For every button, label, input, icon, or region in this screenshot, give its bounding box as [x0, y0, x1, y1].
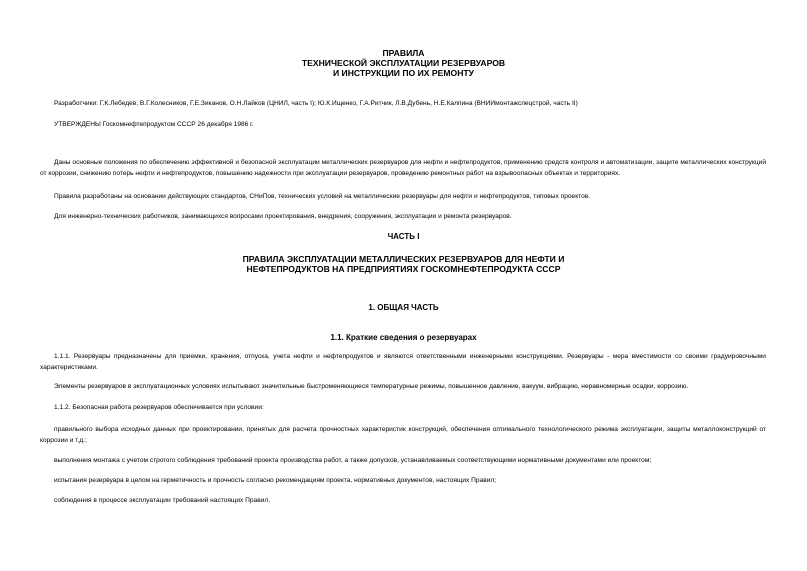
part-heading: ЧАСТЬ I [387, 232, 420, 241]
approved-line: УТВЕРЖДЕНЫ Госкомнефтепродуктом СССР 26 декабря 1986 г. [54, 121, 254, 128]
part-title-line-1: ПРАВИЛА ЭКСПЛУАТАЦИИ МЕТАЛЛИЧЕСКИХ РЕЗЕРВУАРОВ ДЛЯ НЕФТИ И [242, 254, 565, 264]
body-paragraph-5: выполнения монтажа с учетом строгого соблюдения требований проекта производства работ, а также допусков, устанавливаемых соответствующими нормативными документами или проектом; [54, 457, 652, 464]
subsection-heading: 1.1. Краткие сведения о резервуарах [330, 333, 477, 342]
document-title-line-1: ПРАВИЛА [382, 48, 425, 58]
section-heading: 1. ОБЩАЯ ЧАСТЬ [368, 303, 439, 312]
document-title-line-2: ТЕХНИЧЕСКОЙ ЭКСПЛУАТАЦИИ РЕЗЕРВУАРОВ [301, 58, 506, 68]
document-title-line-3: И ИНСТРУКЦИИ ПО ИХ РЕМОНТУ [332, 68, 475, 78]
developers-line: Разработчики: Г.К.Лебедев, В.Г.Колесников, Г.Е.Зиканов, О.Н.Лайков (ЦНИЛ, часть I); Ю.К.Ищенко, Г.А.Ритчик, Л.В.Дубень, Н.Е.Калпина (ВНИИмонтажспецстрой, часть II) [54, 100, 578, 107]
body-paragraph-7: соблюдения в процессе эксплуатации требований настоящих Правил. [54, 497, 271, 504]
body-paragraph-2: Элементы резервуаров в эксплуатационных условиях испытывают значительные быстроменяющиеся температурные режимы, повышенное давление, вакуум, вибрацию, неравномерные осадки, коррозию. [54, 383, 689, 390]
intro-paragraph-2: Правила разработаны на основании действующих стандартов, СНиПов, технических условий на металлические резервуары для нефти и нефтепродуктов, типовых проектов. [54, 193, 591, 200]
intro-paragraph-3: Для инженерно-технических работников, занимающихся вопросами проектирования, внедрения, сооружения, эксплуатации и ремонта резервуаров. [54, 213, 512, 220]
part-title-line-2: НЕФТЕПРОДУКТОВ НА ПРЕДПРИЯТИЯХ ГОСКОМНЕФТЕПРОДУКТА СССР [246, 264, 561, 274]
intro-paragraph-1: Даны основные положения по обеспечению эффективной и безопасной эксплуатации металлических резервуаров для нефти и нефтепродуктов, применению средств контроля и автоматизации, защите металлических конструкций от коррозии, снижению потерь нефти и нефтепродуктов, повышению надежности при эксплуатации резервуаров, проведению ремонтных работ на взрывоопасных объектах и территориях. [40, 159, 766, 177]
body-paragraph-1: 1.1.1. Резервуары предназначены для приемки, хранения, отпуска, учета нефти и нефтепродуктов и являются ответственными инженерными конструкциями. Резервуары - мера вместимости со своими градуировочными характеристиками. [40, 353, 766, 371]
body-paragraph-6: испытания резервуара в целом на герметичность и прочность согласно рекомендациям проекта, нормативных документов, настоящих Правил; [54, 477, 497, 484]
body-paragraph-4: правильного выбора исходных данных при проектировании, принятых для расчета прочностных характеристик конструкций, обеспечения оптимального технологического режима эксплуатации, защиты металлоконструкций от коррозии и т.д.; [40, 426, 766, 444]
body-paragraph-3: 1.1.2. Безопасная работа резервуаров обеспечивается при условии: [54, 404, 264, 411]
